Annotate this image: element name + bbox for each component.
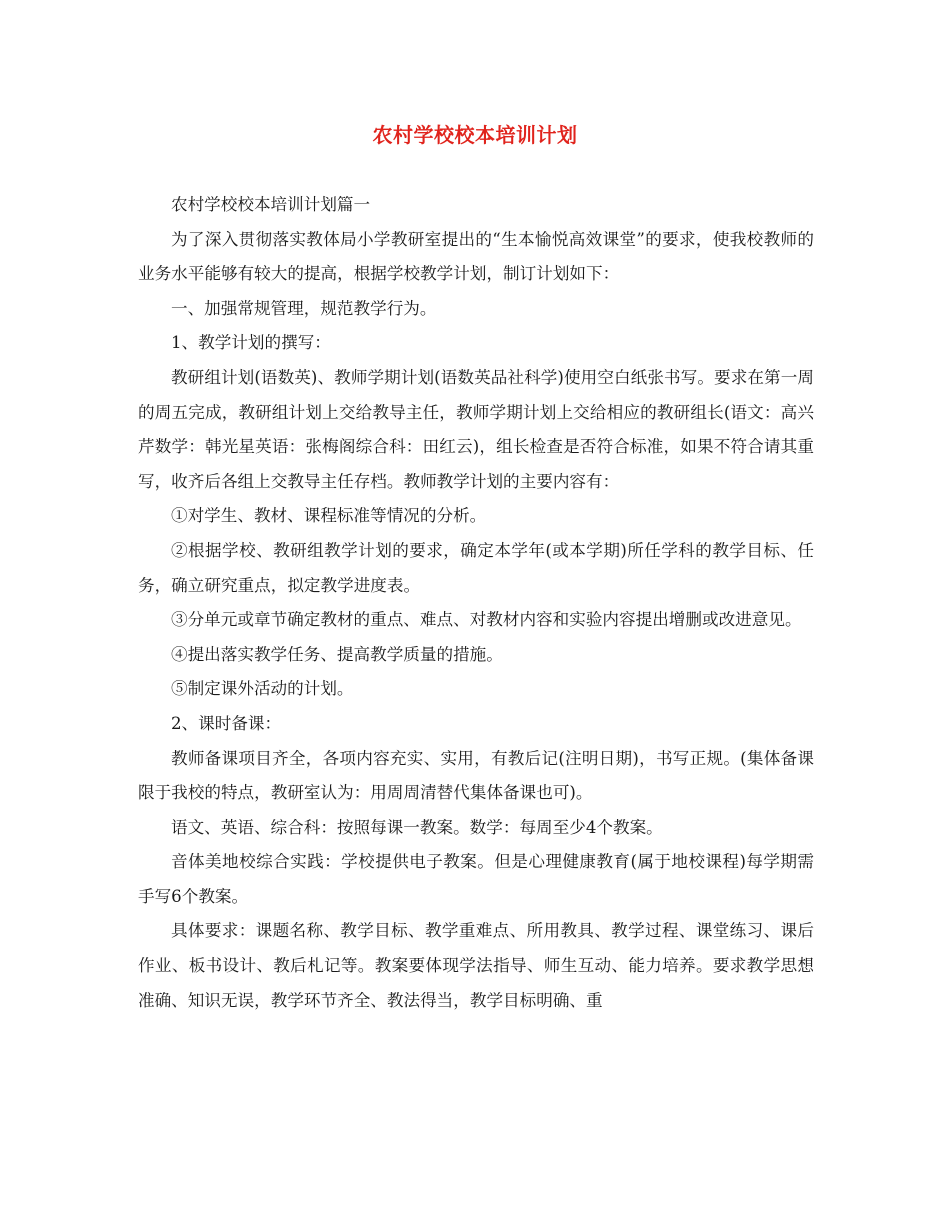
paragraph-heading-lesson-prep: 2、课时备课： <box>171 713 282 733</box>
paragraph-lesson-count-core: 语文、英语、综合科：按照每课一教案。数学：每周至少4个教案。 <box>171 817 663 837</box>
document-title: 农村学校校本培训计划 <box>372 123 578 147</box>
list-item-plan-content-1: ①对学生、教材、课程标准等情况的分析。 <box>171 506 487 526</box>
document-body <box>138 188 814 1018</box>
list-item-plan-content-4: ④提出落实教学任务、提高教学质量的措施。 <box>171 644 503 664</box>
paragraph-specific-requirements: 具体要求：课题名称、教学目标、教学重难点、所用教具、教学过程、课堂练习、课后作业、板书设计、教后札记等。教案要体现学法指导、师生互动、能力培养。要求教学思想准确、知识无误，教学环节齐全、教法得当，教学目标明确、重 <box>138 921 814 1010</box>
list-item-plan-content-3: ③分单元或章节确定教材的重点、难点、对教材内容和实验内容提出增删或改进意见。 <box>171 610 802 630</box>
paragraph-section-heading: 农村学校校本培训计划篇一 <box>171 195 371 214</box>
list-item-plan-content-5: ⑤制定课外活动的计划。 <box>171 679 354 699</box>
paragraph-teaching-plan-details: 教研组计划(语数英)、教师学期计划(语数英品社科学)使用空白纸张书写。要求在第一周的周五完成，教研组计划上交给教导主任，教师学期计划上交给相应的教研组长(语文：高兴芹数学：韩光星英语：张梅阁综合科：田红云)，组长检查是否符合标准，如果不符合请其重写，收齐后各组上交教导主任存档。教师教学计划的主要内容有： <box>138 367 814 491</box>
paragraph-introduction: 为了深入贯彻落实教体局小学教研室提出的“生本愉悦高效课堂”的要求，使我校教师的业务水平能够有较大的提高，根据学校教学计划，制订计划如下： <box>138 229 814 284</box>
paragraph-heading-routine-management: 一、加强常规管理，规范教学行为。 <box>171 298 437 318</box>
paragraph-heading-teaching-plan: 1、教学计划的撰写： <box>171 333 331 353</box>
paragraph-lesson-prep-requirements: 教师备课项目齐全，各项内容充实、实用，有教后记(注明日期)，书写正规。(集体备课限于我校的特点，教研室认为：用周周清替代集体备课也可)。 <box>138 748 814 803</box>
paragraph-lesson-count-arts: 音体美地校综合实践：学校提供电子教案。但是心理健康教育(属于地校课程)每学期需手写6个教案。 <box>138 852 814 906</box>
list-item-plan-content-2: ②根据学校、教研组教学计划的要求，确定本学年(或本学期)所任学科的教学目标、任务，确立研究重点，拟定教学进度表。 <box>138 540 814 595</box>
